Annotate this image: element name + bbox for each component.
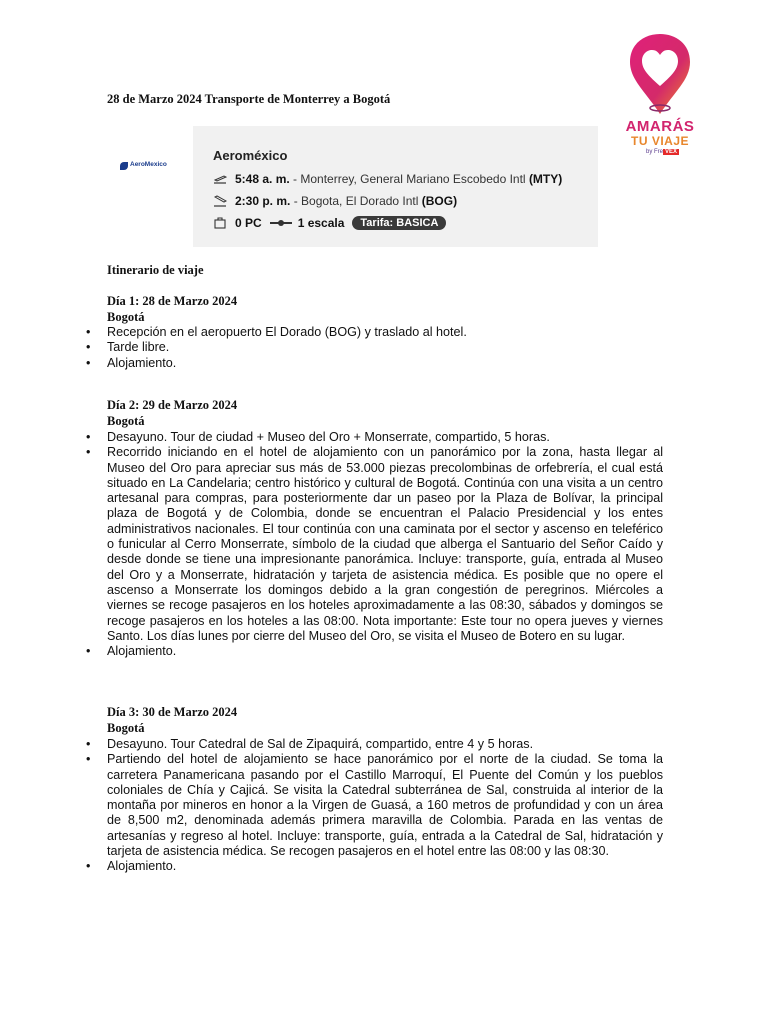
- departure-time: 5:48 a. m.: [235, 172, 290, 186]
- day-3-title: Día 3: 30 de Marzo 2024: [107, 705, 238, 719]
- list-item: • Tarde libre.: [86, 340, 663, 355]
- list-item: • Recorrido iniciando en el hotel de alojamiento con un panorámico por la zona, hasta llegar al Museo del Oro para apreciar sus más de 53.000 piezas precolombinas de orfebrería, el cual está situado en La Candelaria; centro histórico y cultural de Bogotá. Continúa con una visita a un centro artesanal para compras, para posteriormente dar un paseo por la Plaza de Bolívar, la principal plaza de Bogotá y de Colombia, donde se encuentran el Palacio Presidencial y los entes administrativos nacionales. El tour continúa con una caminata por el sector y ascenso en teleférico o funicular al Cerro Monserrate, símbolo de la ciudad que alberga el Santuario del Señor Caído y desde donde se tiene una impresionante panorámica. Incluye: transporte, guía, entrada al Museo del Oro y a Monserrate, hidratación y tarjeta de asistencia médica. Es posible que no opere el ascenso a Monserrate los domingos debido a la gran congestión de peregrinos. Miércoles a viernes se recoge pasajeros en los hoteles aproximadamente a las 08:30, sábados y domingos se recoge pasajeros en los hoteles a las 08:00. Nota importante: Este tour no opera jueves y viernes Santo. Los días lunes por cierre del Museo del Oro, se visita el Museo de Botero en su lugar.: [86, 445, 663, 644]
- logo-text-tu-viaje: TU VIAJE: [630, 134, 689, 148]
- aeromexico-logo-text: AeroMexico: [130, 161, 167, 168]
- day-3-city: Bogotá: [107, 721, 145, 735]
- baggage-icon: [213, 217, 227, 229]
- day-1-list: [86, 325, 663, 371]
- aeromexico-mark-icon: [120, 162, 128, 170]
- list-item: • Alojamiento.: [86, 644, 663, 659]
- departure-code: (MTY): [528, 172, 563, 186]
- logo-by-text: by Fre: [646, 149, 664, 155]
- itinerary-title: Itinerario de viaje: [107, 263, 204, 277]
- departure-row: [213, 172, 562, 186]
- airline-name: Aeroméxico: [213, 148, 288, 163]
- logo-byline: [646, 149, 679, 155]
- landing-icon: [213, 195, 227, 207]
- takeoff-icon: [213, 173, 227, 185]
- amaras-tu-viaje-logo: [620, 30, 700, 160]
- transport-heading: 28 de Marzo 2024 Transporte de Monterrey a Bogotá: [107, 92, 391, 106]
- baggage-count: 0 PC: [235, 216, 262, 230]
- stops-count: 1 escala: [297, 216, 345, 230]
- logo-by-tag: VEX: [665, 149, 678, 155]
- list-item: • Alojamiento.: [86, 356, 663, 371]
- arrival-place: - Bogota, El Dorado Intl: [290, 194, 422, 208]
- day-2-title: Día 2: 29 de Marzo 2024: [107, 398, 238, 412]
- day-1-title: Día 1: 28 de Marzo 2024: [107, 294, 238, 308]
- list-item: • Partiendo del hotel de alojamiento se hace panorámico por el norte de la ciudad. Se toma la carretera Panamericana pasando por el Castillo Marroquí, El Puente del Común y los pueblos coloniales de Chía y Cajicá. Se visita la Catedral subterránea de Sal, construida al interior de la montaña por mineros en honor a la Virgen de Guasá, a 160 metros de profundidad y con un área de 8,500 m2, denominada además primera maravilla de Colombia. Parada en las ventas de artesanías y regreso al hotel. Incluye: transporte, guía, entrada a la Catedral de Sal, hidratación y tarjeta de asistencia médica. Se recogen pasajeros en el hotel entre las 08:00 y las 08:30.: [86, 752, 663, 859]
- day-1-city: Bogotá: [107, 310, 145, 324]
- list-item: • Recepción en el aeropuerto El Dorado (BOG) y traslado al hotel.: [86, 325, 663, 340]
- arrival-time: 2:30 p. m.: [235, 194, 291, 208]
- arrival-code: (BOG): [421, 194, 458, 208]
- day-2-list: [86, 430, 663, 659]
- arrival-row: [213, 194, 457, 208]
- list-item: • Desayuno. Tour Catedral de Sal de Zipaquirá, compartido, entre 4 y 5 horas.: [86, 737, 663, 752]
- day-2-city: Bogotá: [107, 414, 145, 428]
- list-item: • Desayuno. Tour de ciudad + Museo del Oro + Monserrate, compartido, 5 horas.: [86, 430, 663, 445]
- logo-text-amaras: AMARÁS: [625, 118, 695, 135]
- day-3-list: [86, 737, 663, 875]
- list-item: • Alojamiento.: [86, 859, 663, 874]
- fare-badge: Tarifa: BASICA: [352, 216, 446, 230]
- stop-icon: [270, 222, 292, 224]
- aeromexico-logo: [120, 160, 172, 172]
- fare-row: [213, 216, 446, 230]
- heart-pin-icon: [620, 30, 700, 120]
- flight-card: [193, 126, 598, 247]
- departure-place: - Monterrey, General Mariano Escobedo Intl: [289, 172, 529, 186]
